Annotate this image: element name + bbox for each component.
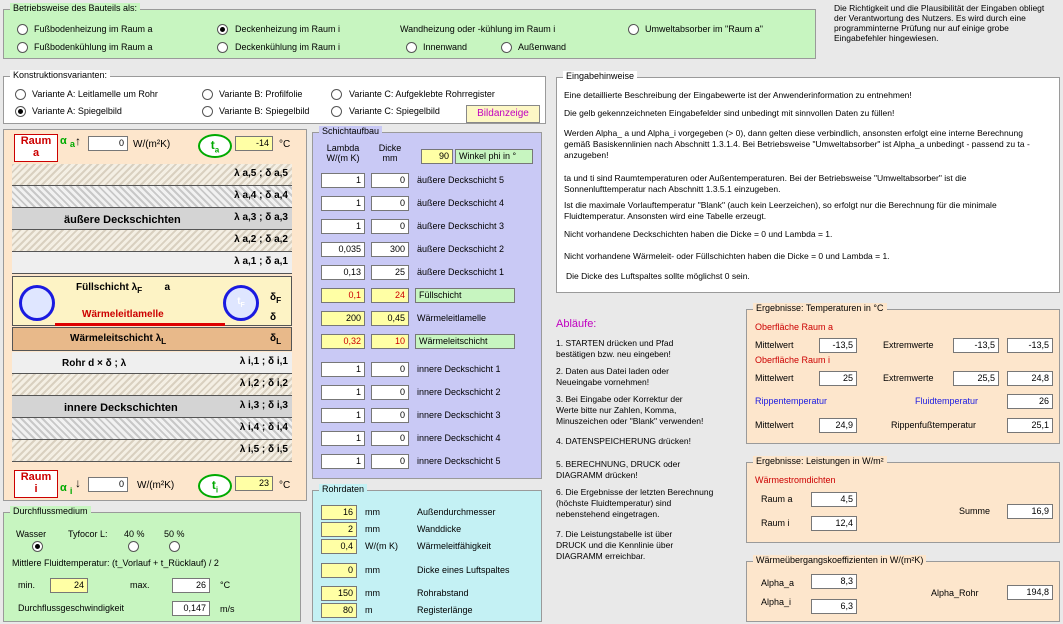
- schicht-name: innere Deckschicht 4: [417, 433, 501, 443]
- rohr-label: Wanddicke: [417, 524, 462, 534]
- schicht-name: innere Deckschicht 5: [417, 456, 501, 466]
- phi-label: Winkel phi in °: [455, 149, 533, 164]
- fuss-value: 25,1: [1007, 418, 1053, 433]
- band-i3: λ i,3 ; δ i,3: [12, 396, 292, 418]
- lambda-input[interactable]: 0,035: [321, 242, 365, 257]
- hinweis-4: ta und ti sind Raumtemperaturen oder Außentemperaturen. Bei der Betriebsweise "Umweltabsorber" ist die Sonnenlufttemperatur nach Abschnitt 1.3.5.1 einzugeben.: [564, 173, 967, 194]
- dicke-input[interactable]: 0: [371, 196, 409, 211]
- hinweis-6: Nicht vorhandene Deckschichten haben die Dicke = 0 und Lambda = 1.: [564, 229, 833, 239]
- alpha-a-res-value: 8,3: [811, 574, 857, 589]
- radio-deckenkuehlung[interactable]: [217, 42, 228, 53]
- rohr-unit: W/(m K): [365, 541, 398, 551]
- dicke-input[interactable]: 0: [371, 408, 409, 423]
- rohr-label: Außendurchmesser: [417, 507, 496, 517]
- schicht-name: äußere Deckschicht 3: [417, 221, 505, 231]
- lambda-input[interactable]: 0,1: [321, 288, 365, 303]
- step-1: 1. STARTEN drücken und Pfad bestätigen bzw. neu eingeben!: [556, 338, 674, 359]
- rohr-label: Rohrabstand: [417, 588, 469, 598]
- rohr-value-input[interactable]: 150: [321, 586, 357, 601]
- lambda-input[interactable]: 1: [321, 219, 365, 234]
- betriebsweise-title: Betriebsweise des Bauteils als:: [10, 3, 140, 13]
- rohr-unit: m: [365, 605, 373, 615]
- dicke-input[interactable]: 300: [371, 242, 409, 257]
- konstruktion-title: Konstruktionsvarianten:: [10, 70, 110, 80]
- ti-oval: $t_i$: [198, 474, 232, 498]
- phi-input[interactable]: 90: [421, 149, 453, 164]
- fluid-value: 26: [1007, 394, 1053, 409]
- label-variante-a-spiegel: Variante A: Spiegelbild: [32, 106, 122, 116]
- band-i1: λ i,1 ; δ i,1: [12, 352, 292, 374]
- hinweis-5: Ist die maximale Vorlauftemperatur "Blank" (auch kein Leerzeichen), so erfolgt nur die Berechnung für die minimale Fluidtemperatur. Ansonsten wird eine Tabelle erzeugt.: [564, 200, 997, 221]
- label-variante-c-spiegel: Variante C: Spiegelbild: [349, 106, 440, 116]
- raum-a-box: [14, 134, 58, 162]
- a-ex2-value: -13,5: [1007, 338, 1053, 353]
- outer-layers-label: äußere Deckschichten: [64, 214, 181, 226]
- alpha-i-unit: W/(m²K): [137, 480, 175, 491]
- r-mittel-label: Mittelwert: [755, 420, 794, 430]
- rohr-label: Wärmeleitfähigkeit: [417, 541, 492, 551]
- i-ex1-value: 25,5: [953, 371, 999, 386]
- hinweis-8: Die Dicke des Luftspaltes sollte möglichst 0 sein.: [566, 271, 750, 281]
- max-temp-input[interactable]: 26: [172, 578, 210, 593]
- raum-a-label: Raum: [20, 135, 52, 147]
- dicke-input[interactable]: 0: [371, 431, 409, 446]
- p50-label: 50 %: [164, 529, 185, 539]
- lambda-input[interactable]: 1: [321, 385, 365, 400]
- step-3: 3. Bei Eingabe oder Korrektur der Werte bitte nur Zahlen, Komma, Minuszeichen oder "Blank" verwenden!: [556, 394, 704, 426]
- step-2: 2. Daten aus Datei laden oder Neueingabe vornehmen!: [556, 366, 669, 387]
- summe-value: 16,9: [1007, 504, 1053, 519]
- mittlere-temp-label: Mittlere Fluidtemperatur: (t_Vorlauf + t_Rücklauf) / 2: [12, 558, 219, 568]
- radio-deckenheizung[interactable]: [217, 24, 228, 35]
- bildanzeige-button[interactable]: Bildanzeige: [466, 105, 540, 123]
- temps-group: [746, 303, 1060, 444]
- geschw-unit: m/s: [220, 604, 235, 614]
- radio-40[interactable]: [128, 541, 139, 552]
- leitschicht-text: Wärmeleitschicht: [70, 333, 153, 344]
- fuellschicht-text: Füllschicht: [76, 282, 129, 293]
- step-6: 6. Die Ergebnisse der letzten Berechnung (höchste Fluidtemperatur) sind nebenstehend eingetragen.: [556, 487, 714, 519]
- lambda-input[interactable]: 1: [321, 408, 365, 423]
- hinweis-7: Nicht vorhandene Wärmeleit- oder Füllschichten haben die Dicke = 0 und Lambda = 1.: [564, 251, 890, 261]
- label-fussbodenheizung: Fußbodenheizung im Raum a: [34, 24, 153, 34]
- lamelle-label: Wärmeleitlamelle: [82, 309, 164, 320]
- radio-umweltabsorber[interactable]: [628, 24, 639, 35]
- radio-fussbodenheizung[interactable]: [17, 24, 28, 35]
- label-variante-b-spiegel: Variante B: Spiegelbild: [219, 106, 310, 116]
- disclaimer-text: Die Richtigkeit und die Plausibilität der Eingaben obliegt der Verantwortung des Nutzers. Es wird durch eine programminterne Prüfung nur auf einige grobe Eingabefehler hingewiesen.: [834, 3, 1045, 43]
- a-extrem-label: Extremwerte: [883, 340, 934, 350]
- lambda-input[interactable]: 0,32: [321, 334, 365, 349]
- label-innenwand: Innenwand: [423, 42, 468, 52]
- dicke-input[interactable]: 0: [371, 362, 409, 377]
- rohr-unit: mm: [365, 524, 380, 534]
- schicht-name: äußere Deckschicht 5: [417, 175, 505, 185]
- label-aussenwand: Außenwand: [518, 42, 567, 52]
- fuss-label: Rippenfußtemperatur: [891, 420, 977, 430]
- label-fussbodenkuehlung: Fußbodenkühlung im Raum a: [34, 42, 153, 52]
- pipe-right: $t_F$: [223, 285, 259, 321]
- radio-variante-c[interactable]: [331, 89, 342, 100]
- hinweis-2: Die gelb gekennzeichneten Eingabefelder sind unbedingt mit sinnvollen Daten zu füllen!: [564, 108, 895, 118]
- inner-layers-label: innere Deckschichten: [64, 402, 178, 414]
- i-extrem-label: Extremwerte: [883, 373, 934, 383]
- lambda-input[interactable]: 0,13: [321, 265, 365, 280]
- rohr-value-input[interactable]: 0,4: [321, 539, 357, 554]
- radio-variante-b[interactable]: [202, 89, 213, 100]
- a-ex1-value: -13,5: [953, 338, 999, 353]
- a-mittel-label: Mittelwert: [755, 340, 794, 350]
- konstruktion-group: [3, 70, 546, 124]
- hinweis-3: Werden Alpha_ a und Alpha_i vorgegeben (> 0), dann gelten diese verbindlich, ansonsten erfolgt eine interne Berechnung gemäß Basiskennlinien nach Abschnitt 1.3.1.4. Bei Betriebsweise "Umweltabsorber" ist Alpha_a unbedingt - passend zu ta - anzugeben!: [564, 128, 1030, 160]
- radio-variante-a[interactable]: [15, 89, 26, 100]
- col-lambda: Lambda W/(m K): [326, 143, 360, 163]
- raum-a-leist-value: 4,5: [811, 492, 857, 507]
- ti-unit: °C: [279, 480, 291, 491]
- lambda-input[interactable]: 200: [321, 311, 365, 326]
- alpha-i-res-value: 6,3: [811, 599, 857, 614]
- band-a4: λ a,4 ; δ a,4: [12, 186, 292, 208]
- hinweise-group: [556, 71, 1060, 293]
- ta-input[interactable]: -14: [235, 136, 273, 151]
- wuek-group: [746, 555, 1060, 622]
- schicht-name: Wärmeleitschicht: [415, 334, 515, 349]
- wuek-title: Wärmeübergangskoeffizienten in W/(m²K): [753, 555, 926, 565]
- rohrdaten-group: [312, 484, 542, 622]
- label-variante-c: Variante C: Aufgeklebte Rohrregister: [349, 89, 495, 99]
- dicke-input[interactable]: 10: [371, 334, 409, 349]
- radio-aussenwand[interactable]: [501, 42, 512, 53]
- label-deckenkuehlung: Deckenkühlung im Raum i: [235, 42, 341, 52]
- ti-input[interactable]: 23: [235, 476, 273, 491]
- fuellschicht-label: Füllschicht $\lambda_F$ a: [76, 282, 171, 295]
- radio-innenwand[interactable]: [406, 42, 417, 53]
- dicke-input[interactable]: 0: [371, 454, 409, 469]
- step-7: 7. Die Leistungstabelle ist über DRUCK und die Kennlinie über DIAGRAMM erreichbar.: [556, 529, 674, 561]
- label-variante-a: Variante A: Leitlamelle um Rohr: [32, 89, 158, 99]
- rohr-unit: mm: [365, 565, 380, 575]
- ob-i-label: Oberfläche Raum i: [755, 355, 831, 365]
- dicke-input[interactable]: 0: [371, 173, 409, 188]
- lambda-input[interactable]: 1: [321, 173, 365, 188]
- hinweis-1: Eine detaillierte Beschreibung der Eingabewerte ist der Anwenderinformation zu entnehmen!: [564, 90, 912, 100]
- hinweise-title: Eingabehinweise: [563, 71, 637, 81]
- fluid-label: Fluidtemperatur: [915, 396, 979, 406]
- rohr-label: Registerlänge: [417, 605, 473, 615]
- i-mittel-value: 25: [819, 371, 857, 386]
- rohr-value-input[interactable]: 16: [321, 505, 357, 520]
- rohr-label: Dicke eines Luftspaltes: [417, 565, 510, 575]
- max-label: max.: [130, 580, 150, 590]
- radio-fussbodenkuehlung[interactable]: [17, 42, 28, 53]
- raum-a-leist-label: Raum a: [761, 494, 793, 504]
- leist-group: [746, 456, 1060, 543]
- temp-unit: °C: [220, 580, 231, 590]
- delta-label: δ: [270, 312, 277, 323]
- ob-a-label: Oberfläche Raum a: [755, 322, 834, 332]
- rippe-label: Rippentemperatur: [755, 396, 828, 406]
- radio-variante-b-spiegel[interactable]: [202, 106, 213, 117]
- rohr-label: Rohr d × δ ; λ: [62, 358, 127, 369]
- label-umweltabsorber: Umweltabsorber im "Raum a": [645, 24, 763, 34]
- dicke-input[interactable]: 0,45: [371, 311, 409, 326]
- temps-title: Ergebnisse: Temperaturen in °C: [753, 303, 887, 313]
- ablaeufe-title: Abläufe:: [556, 318, 597, 330]
- lamelle-line: [55, 323, 225, 326]
- dicke-input[interactable]: 0: [371, 219, 409, 234]
- delta-l-label: $\delta_L$: [270, 333, 282, 346]
- geschw-value: 0,147: [172, 601, 210, 616]
- a-mittel-value: -13,5: [819, 338, 857, 353]
- r-mittel-value: 24,9: [819, 418, 857, 433]
- schicht-name: Wärmeleitlamelle: [417, 313, 487, 323]
- alpha-rohr-label: Alpha_Rohr: [931, 588, 979, 598]
- alpha-a-res-label: Alpha_a: [761, 578, 795, 588]
- alpha-a-unit: W/(m²K): [133, 139, 171, 150]
- i-ex2-value: 24,8: [1007, 371, 1053, 386]
- label-wandheizung: Wandheizung oder -kühlung im Raum i: [400, 24, 556, 34]
- lambda-input[interactable]: 1: [321, 454, 365, 469]
- band-i4: λ i,4 ; δ i,4: [12, 418, 292, 440]
- radio-wasser[interactable]: [32, 541, 43, 552]
- alpha-i-input[interactable]: 0: [88, 477, 128, 492]
- raum-i-leist-value: 12,4: [811, 516, 857, 531]
- leist-title: Ergebnisse: Leistungen in W/m²: [753, 456, 887, 466]
- ta-oval: $t_a$: [198, 134, 232, 158]
- band-a1: λ a,1 ; δ a,1: [12, 252, 292, 274]
- ta-unit: °C: [279, 139, 291, 150]
- wasser-label: Wasser: [16, 529, 47, 539]
- tyfocor-label: Tyfocor L:: [68, 529, 108, 539]
- geschw-label: Durchflussgeschwindigkeit: [18, 603, 125, 613]
- schicht-name: äußere Deckschicht 1: [417, 267, 505, 277]
- band-a2: λ a,2 ; δ a,2: [12, 230, 292, 252]
- radio-variante-c-spiegel[interactable]: [331, 106, 342, 117]
- durchfluss-title: Durchflussmedium: [10, 506, 91, 516]
- label-variante-b: Variante B: Profilfolie: [219, 89, 303, 99]
- radio-50[interactable]: [169, 541, 180, 552]
- raum-i-leist-label: Raum i: [761, 518, 790, 528]
- min-label: min.: [18, 580, 36, 590]
- raum-a-sub: a: [32, 147, 40, 159]
- alpha-i-symbol: α $_i$: [60, 482, 73, 497]
- radio-variante-a-spiegel[interactable]: [15, 106, 26, 117]
- durchfluss-group: [3, 506, 301, 622]
- min-temp-input[interactable]: 24: [50, 578, 88, 593]
- schicht-name: innere Deckschicht 1: [417, 364, 501, 374]
- dicke-input[interactable]: 24: [371, 288, 409, 303]
- dicke-input[interactable]: 0: [371, 385, 409, 400]
- summe-label: Summe: [959, 506, 991, 516]
- rohr-value-input[interactable]: 0: [321, 563, 357, 578]
- label-deckenheizung: Deckenheizung im Raum i: [235, 24, 341, 34]
- rohr-value-input[interactable]: 2: [321, 522, 357, 537]
- alpha-a-input[interactable]: 0: [88, 136, 128, 151]
- alpha-a-symbol: α $_a$: [60, 135, 75, 150]
- band-a5: λ a,5 ; δ a,5: [12, 164, 292, 186]
- rohrdaten-title: Rohrdaten: [319, 484, 367, 494]
- arrow-down-icon: ↓: [75, 476, 81, 490]
- pipe-left: [19, 285, 55, 321]
- alpha-i-res-label: Alpha_i: [761, 597, 792, 607]
- schicht-name: Füllschicht: [415, 288, 515, 303]
- schichtaufbau-group: [312, 126, 542, 479]
- dicke-input[interactable]: 25: [371, 265, 409, 280]
- step-5: 5. BERECHNUNG, DRUCK oder DIAGRAMM drücken!: [556, 459, 681, 480]
- lambda-input[interactable]: 1: [321, 196, 365, 211]
- schicht-name: äußere Deckschicht 2: [417, 244, 505, 254]
- step-4: 4. DATENSPEICHERUNG drücken!: [556, 436, 691, 446]
- schicht-name: innere Deckschicht 3: [417, 410, 501, 420]
- raum-i-label: Raum: [20, 471, 52, 483]
- lambda-input[interactable]: 1: [321, 362, 365, 377]
- construction-diagram: [3, 129, 307, 501]
- delta-f-label: $\delta_F$: [270, 292, 282, 305]
- band-a3: λ a,3 ; δ a,3: [12, 208, 292, 230]
- raum-i-box: [14, 470, 58, 498]
- band-i2: λ i,2 ; δ i,2: [12, 374, 292, 396]
- i-mittel-label: Mittelwert: [755, 373, 794, 383]
- raum-i-sub: i: [34, 483, 38, 495]
- lambda-input[interactable]: 1: [321, 431, 365, 446]
- rohr-value-input[interactable]: 80: [321, 603, 357, 618]
- schichtaufbau-title: Schichtaufbau: [319, 126, 382, 136]
- arrow-up-icon: ↑: [75, 134, 81, 148]
- leist-sub: Wärmestromdichten: [755, 475, 836, 485]
- band-i5: λ i,5 ; δ i,5: [12, 440, 292, 462]
- schicht-name: innere Deckschicht 2: [417, 387, 501, 397]
- rohr-unit: mm: [365, 588, 380, 598]
- leitschicht-label: Wärmeleitschicht $\lambda_L$: [70, 333, 167, 346]
- p40-label: 40 %: [124, 529, 145, 539]
- ablaeufe-panel: [556, 318, 736, 562]
- col-dicke: Dicke mm: [378, 143, 402, 163]
- rohr-unit: mm: [365, 507, 380, 517]
- alpha-rohr-value: 194,8: [1007, 585, 1053, 600]
- schicht-name: äußere Deckschicht 4: [417, 198, 505, 208]
- betriebsweise-group: [3, 3, 816, 59]
